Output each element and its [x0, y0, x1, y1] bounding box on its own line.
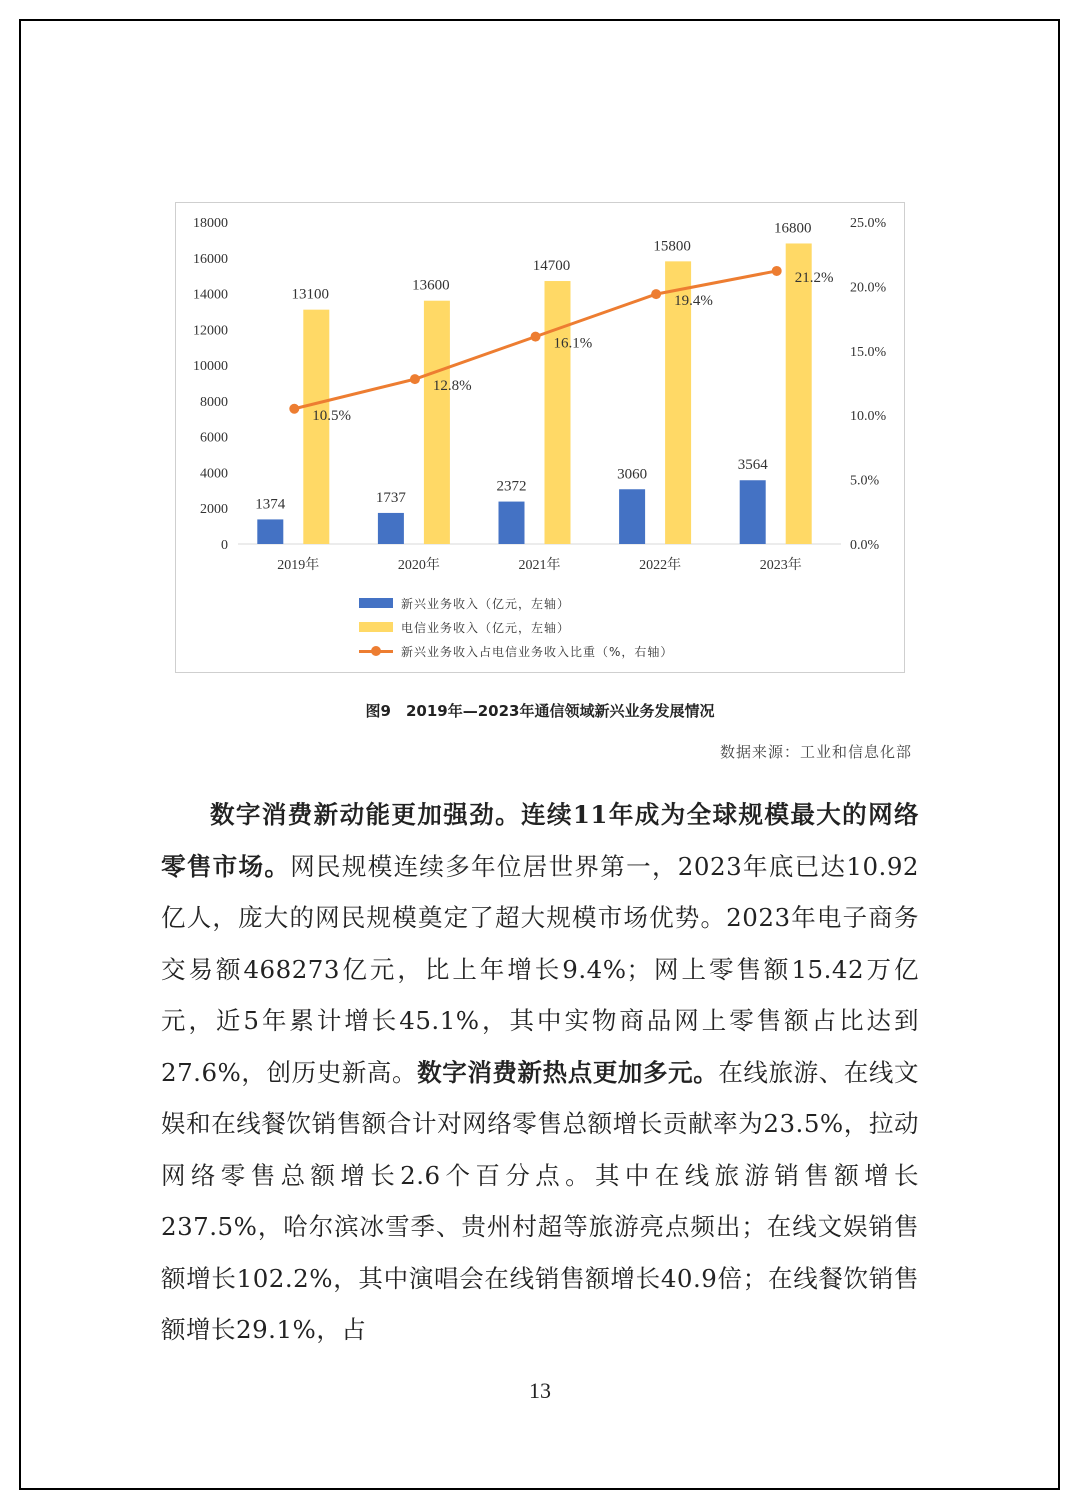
y2-tick-label: 10.0% [850, 409, 887, 425]
point-label-ratio: 16.1% [553, 335, 593, 352]
y-tick-label: 18000 [193, 216, 228, 231]
bar-emerging [740, 480, 766, 544]
y-tick-label: 6000 [200, 430, 228, 446]
y2-tick-label: 25.0% [850, 216, 887, 231]
chart-legend [359, 591, 673, 663]
x-tick-label: 2022年 [639, 558, 682, 573]
bar-label-emerging: 1737 [375, 489, 406, 506]
bar-telecom [786, 243, 812, 544]
bar-emerging [378, 513, 404, 544]
y-tick-label: 14000 [193, 287, 228, 303]
y2-tick-label: 15.0% [850, 344, 887, 360]
point-ratio [289, 404, 299, 414]
bar-emerging [257, 519, 283, 544]
figure-caption: 图9 2019年—2023年通信领域新兴业务发展情况 [365, 702, 715, 720]
y-tick-label: 4000 [200, 466, 228, 482]
bar-label-emerging: 1374 [255, 496, 286, 513]
x-tick-label: 2023年 [759, 558, 802, 573]
bar-label-telecom: 16800 [773, 220, 812, 237]
point-ratio [410, 374, 420, 384]
y2-tick-label: 5.0% [850, 473, 880, 489]
bar-label-emerging: 3060 [617, 466, 648, 483]
y-tick-label: 0 [221, 538, 228, 553]
paragraph [161, 789, 919, 1356]
text-run-2: 在线旅游、在线文娱和在线餐饮销售额合计对网络零售总额增长贡献率为23.5%，拉动网络零售总额增长2.6个百分点。其中在线旅游销售额增长237.5%，哈尔滨冰雪季、贵州村超等旅游亮点频出；在线文娱销售额增长102.2%，其中演唱会在线销售额增长40.9倍；在线餐饮销售额增长29.1%，占 [161, 1057, 920, 1344]
legend-swatch-emerging [359, 598, 393, 608]
bar-telecom [303, 310, 329, 544]
legend-label-emerging: 新兴业务收入（亿元，左轴） [401, 596, 571, 611]
legend-swatch-telecom [359, 622, 393, 632]
y2-tick-label: 0.0% [850, 538, 880, 553]
bar-emerging [499, 502, 525, 544]
point-label-ratio: 21.2% [794, 269, 834, 286]
x-tick-label: 2021年 [518, 558, 561, 573]
y-tick-label: 16000 [193, 251, 228, 267]
y-tick-label: 8000 [200, 394, 228, 410]
bar-label-telecom: 13100 [291, 286, 330, 303]
page-number: 13 [529, 1378, 551, 1403]
bar-telecom [545, 281, 571, 544]
legend-item-ratio [359, 639, 673, 663]
point-ratio [531, 332, 541, 342]
bar-label-telecom: 15800 [653, 238, 691, 255]
y-tick-label: 10000 [193, 359, 228, 375]
point-label-ratio: 10.5% [312, 407, 352, 424]
bar-label-telecom: 14700 [532, 258, 571, 275]
bold-lead-1: 数字消费新动能更加强劲。连续11年成为全球规模最大的网络零售市场。 [161, 800, 919, 881]
point-ratio [651, 289, 661, 299]
x-tick-label: 2020年 [397, 558, 440, 573]
point-label-ratio: 19.4% [674, 293, 713, 310]
legend-item-telecom [359, 615, 673, 639]
data-source: 数据来源：工业和信息化部 [719, 743, 912, 761]
y-tick-label: 12000 [193, 323, 228, 339]
chart [175, 202, 905, 673]
text-run-1: 网民规模连续多年位居世界第一，2023年底已达10.92亿人，庞大的网民规模奠定了超大规模市场优势。2023年电子商务交易额468273亿元，比上年增长9.4%；网上零售额15.42万亿元，近5年累计增长45.1%，其中实物商品网上零售额占比达到27.6%，创历史新高。 [161, 851, 919, 1087]
legend-item-emerging [359, 591, 673, 615]
body-paragraph [161, 789, 919, 1356]
bar-emerging [619, 489, 645, 544]
bar-label-telecom: 13600 [412, 277, 450, 294]
legend-label-telecom: 电信业务收入（亿元，左轴） [401, 620, 571, 635]
legend-label-ratio: 新兴业务收入占电信业务收入比重（%，右轴） [401, 644, 674, 659]
point-ratio [772, 266, 782, 276]
y2-tick-label: 20.0% [850, 280, 887, 296]
point-label-ratio: 12.8% [432, 378, 472, 395]
bar-label-emerging: 2372 [496, 478, 527, 495]
bar-telecom [424, 301, 450, 544]
y-tick-label: 2000 [200, 502, 228, 518]
bold-lead-2: 数字消费新热点更加多元。 [417, 1057, 719, 1087]
x-tick-label: 2019年 [277, 558, 320, 573]
bar-label-emerging: 3564 [737, 457, 768, 474]
legend-swatch-ratio [359, 645, 393, 657]
